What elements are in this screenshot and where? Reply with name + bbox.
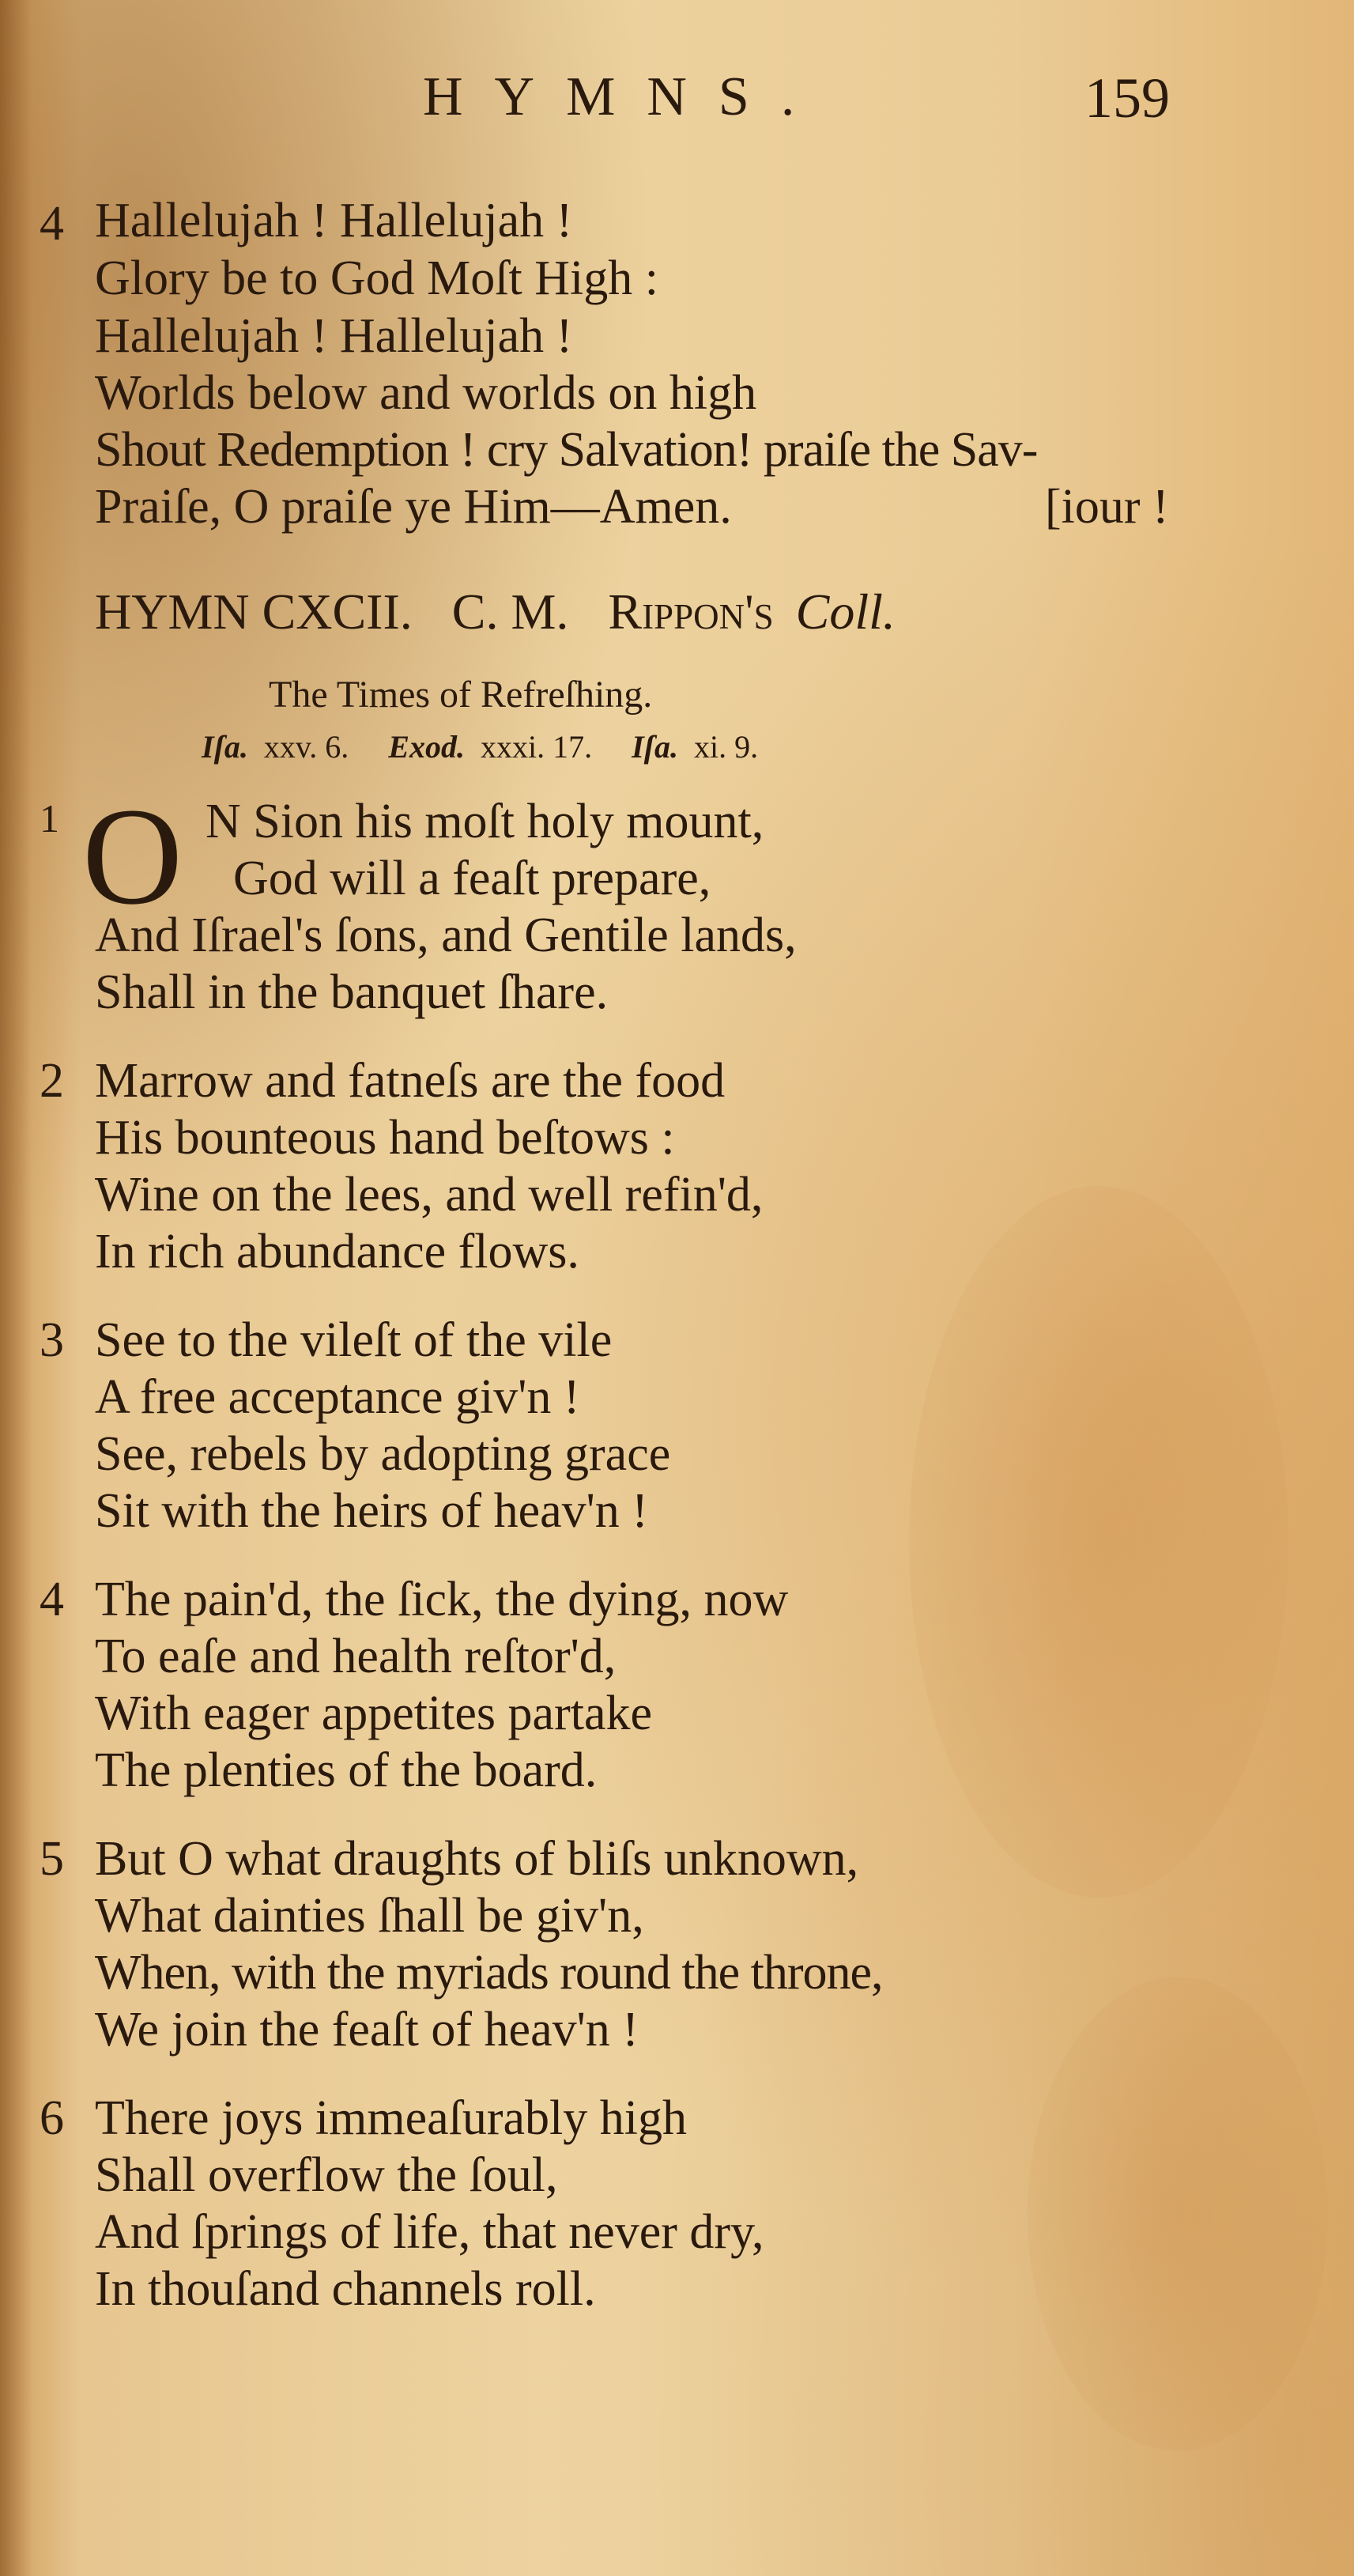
ref-location: xxxi. 17. [480, 729, 593, 765]
stanza-number: 6 [40, 2091, 64, 2145]
ref-location: xxv. 6. [263, 729, 349, 765]
verse-line: Worlds below and worlds on high [95, 366, 757, 420]
page-number: 159 [1084, 66, 1170, 130]
verse-line: Shout Redemption ! cry Salvation! praiſe the Sav- [95, 423, 1038, 477]
stanza-number: 2 [40, 1054, 64, 1108]
ref-book: Exod. [388, 729, 465, 765]
hymn-meter: C. M. [451, 584, 569, 640]
hymn-source: Rippon's [608, 584, 774, 640]
hymn-number: HYMN CXCII. [95, 584, 413, 640]
foxing-stain [909, 1186, 1288, 1898]
verse-line: Hallelujah ! Hallelujah ! [95, 309, 573, 363]
stanza-number: 4 [40, 1573, 64, 1626]
verse-line: When, with the myriads round the throne, [95, 1946, 883, 2000]
verse-line: In thouſand channels roll. [95, 2262, 596, 2316]
hymn-title [95, 584, 896, 640]
verse-line: N Sion his moſt holy mount, [206, 795, 764, 848]
verse-line: Shall overflow the ſoul, [95, 2148, 558, 2202]
running-title: HYMNS. [423, 66, 827, 127]
verse-line: With eager appetites partake [95, 1686, 652, 1740]
verse-line: The plenties of the board. [95, 1743, 598, 1797]
verse-line: To eaſe and health reſtor'd, [95, 1630, 617, 1683]
scripture-references [202, 731, 758, 763]
verse-line: What dainties ſhall be giv'n, [95, 1889, 644, 1943]
ref-book: Iſa. [202, 729, 248, 765]
verse-line: See, rebels by adopting grace [95, 1427, 671, 1481]
verse-line: His bounteous hand beſtows : [95, 1111, 675, 1165]
verse-line: Wine on the lees, and well refin'd, [95, 1168, 764, 1222]
verse-line: The pain'd, the ſick, the dying, now [95, 1573, 789, 1626]
stanza-number: 3 [40, 1313, 64, 1367]
verse-line: Sit with the heirs of heav'n ! [95, 1484, 648, 1538]
hymn-source-abbr: Coll. [795, 584, 896, 640]
verse-line: Shall in the banquet ſhare. [95, 965, 609, 1019]
stanza-number: 5 [40, 1832, 64, 1886]
verse-line-turnover: [iour ! [1045, 480, 1169, 534]
verse-line: Marrow and fatneſs are the food [95, 1054, 726, 1108]
page-gutter-shadow [0, 0, 32, 2576]
verse-line: Glory be to God Moſt High : [95, 251, 658, 305]
verse-line: And ſprings of life, that never dry, [95, 2205, 764, 2259]
verse-line: We join the feaſt of heav'n ! [95, 2003, 639, 2057]
verse-line: And Iſrael's ſons, and Gentile lands, [95, 908, 797, 962]
foxing-stain [1028, 1977, 1328, 2451]
verse-line: Hallelujah ! Hallelujah ! [95, 194, 573, 247]
stanza-number: 1 [40, 796, 59, 840]
stanza-number: 4 [40, 197, 64, 251]
verse-line: See to the vileſt of the vile [95, 1313, 613, 1367]
verse-line: There joys immeaſurably high [95, 2091, 687, 2145]
verse-line: Praiſe, O praiſe ye Him—Amen. [95, 480, 732, 534]
drop-cap: O [82, 780, 183, 934]
verse-line: But O what draughts of bliſs unknown, [95, 1832, 859, 1886]
ref-book: Iſa. [632, 729, 678, 765]
verse-line: In rich abundance flows. [95, 1225, 579, 1279]
ref-location: xi. 9. [694, 729, 759, 765]
verse-line: God will a feaſt prepare, [233, 852, 711, 905]
verse-line: A free acceptance giv'n ! [95, 1370, 580, 1424]
hymn-subtitle: The Times of Refreſhing. [269, 674, 653, 716]
